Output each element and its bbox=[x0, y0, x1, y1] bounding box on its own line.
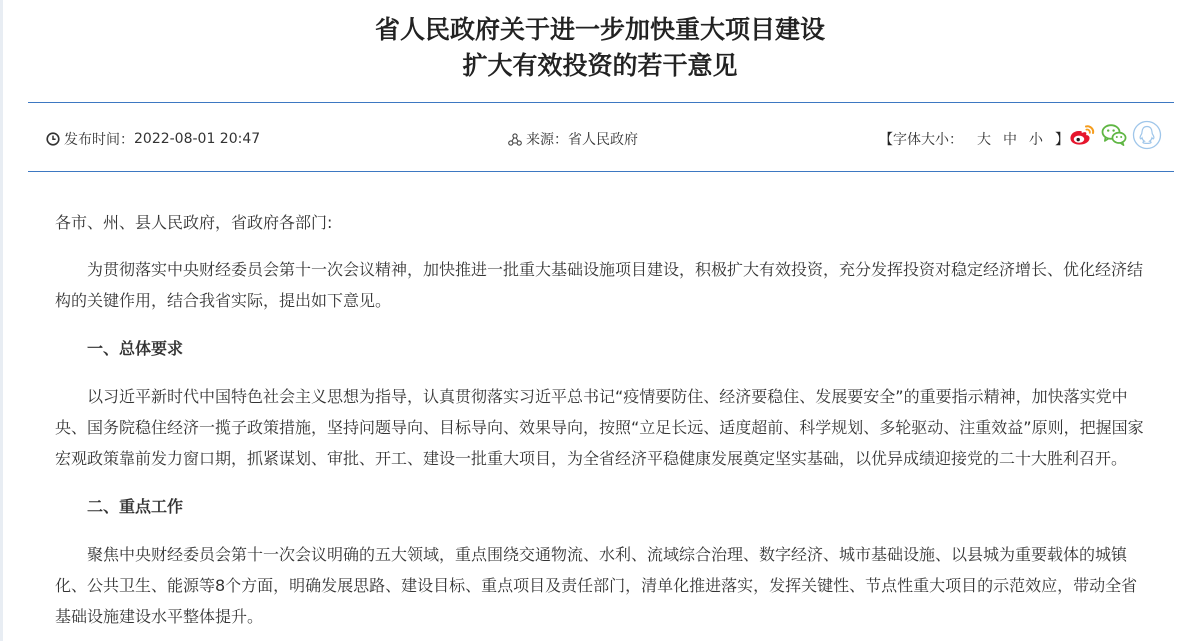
font-size-medium-button[interactable]: 中 bbox=[1003, 132, 1017, 148]
divider-bottom bbox=[28, 171, 1174, 172]
publish-time-label: 发布时间： bbox=[64, 132, 134, 148]
section-2-heading: 二、重点工作 bbox=[87, 497, 184, 516]
title-line-2: 扩大有效投资的若干意见 bbox=[462, 51, 738, 80]
left-edge-strip bbox=[0, 0, 3, 641]
wechat-icon[interactable] bbox=[1100, 122, 1128, 148]
intro-paragraph: 为贯彻落实中央财经委员会第十一次会议精神，加快推进一批重大基础设施项目建设，积极扩大有效投资，充分发挥投资对稳定经济增长、优化经济结构的关键作用，结合我省实际，提出如下意见。 bbox=[55, 260, 1144, 310]
bracket-left: 【 bbox=[879, 132, 893, 148]
font-size-control bbox=[879, 129, 1069, 149]
qq-icon[interactable] bbox=[1132, 120, 1162, 150]
font-size-small-button[interactable]: 小 bbox=[1029, 132, 1043, 148]
source-value: 省人民政府 bbox=[568, 132, 638, 148]
section-1-paragraph: 以习近平新时代中国特色社会主义思想为指导，认真贯彻落实习近平总书记“疫情要防住、经济要稳住、发展要安全”的重要指示精神，加快落实党中央、国务院稳住经济一揽子政策措施，坚持问题导向、目标导向、效果导向，按照“立足长远、适度超前、科学规划、多轮驱动、注重效益”原则，把握国家宏观政策靠前发力窗口期，抓紧谋划、审批、开工、建设一批重大项目，为全省经济平稳健康发展奠定坚实基础，以优异成绩迎接党的二十大胜利召开。 bbox=[55, 387, 1144, 468]
section-1-heading: 一、总体要求 bbox=[87, 339, 184, 358]
weibo-icon[interactable] bbox=[1068, 122, 1096, 148]
greeting: 各市、州、县人民政府，省政府各部门: bbox=[55, 213, 333, 232]
title-line-1: 省人民政府关于进一步加快重大项目建设 bbox=[374, 15, 825, 44]
share-buttons bbox=[1068, 120, 1166, 150]
article-body bbox=[55, 207, 1151, 632]
source-label: 来源： bbox=[526, 132, 568, 148]
divider-top bbox=[28, 102, 1174, 103]
section-2-paragraph: 聚焦中央财经委员会第十一次会议明确的五大领域，重点围绕交通物流、水利、流域综合治理、数字经济、城市基础设施、以县城为重要载体的城镇化、公共卫生、能源等8个方面，明确发展思路、建设目标、重点项目及责任部门，清单化推进落实，发挥关键性、节点性重大项目的示范效应，带动全省基础设施建设水平整体提升。 bbox=[55, 545, 1138, 626]
publish-time-value: 2022-08-01 20:47 bbox=[134, 131, 261, 147]
bracket-right: 】 bbox=[1055, 132, 1069, 148]
article-title bbox=[0, 12, 1200, 84]
network-icon bbox=[508, 133, 522, 146]
clock-icon bbox=[46, 132, 60, 146]
meta-bar bbox=[28, 104, 1174, 170]
font-size-large-button[interactable]: 大 bbox=[977, 132, 991, 148]
font-size-label: 字体大小： bbox=[893, 132, 963, 148]
source bbox=[508, 129, 638, 149]
publish-time bbox=[46, 129, 260, 149]
